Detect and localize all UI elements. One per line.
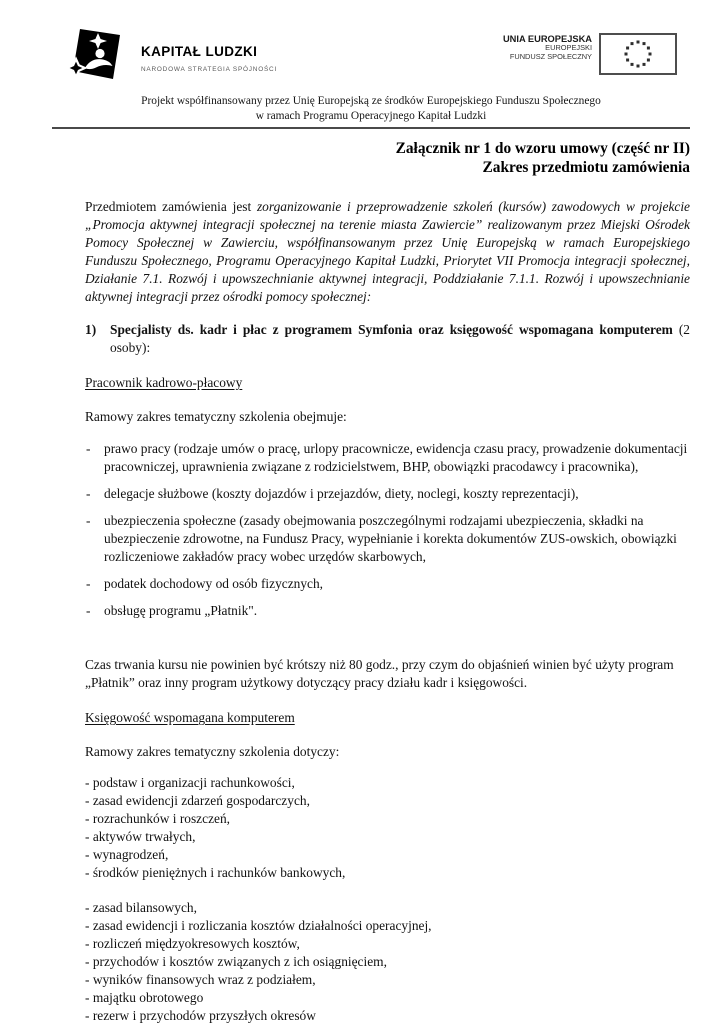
intro-lead: Przedmiotem zamówienia jest (85, 199, 257, 214)
eu-flag-icon (599, 27, 677, 75)
item-1-title-bold: Specjalisty ds. kadr i płac z programem Symfonia oraz księgowość wspomagana komputerem (110, 322, 673, 337)
page-header (0, 0, 725, 80)
kapital-ludzki-logo (64, 27, 277, 81)
kapital-ludzki-flag-icon (64, 27, 130, 81)
item-1-heading (85, 321, 690, 357)
kapital-ludzki-title: KAPITAŁ LUDZKI (141, 44, 258, 59)
eu-label-line2: EUROPEJSKI (545, 43, 592, 52)
list-item: - ubezpieczenia społeczne (zasady obejmowania poszczególnymi rodzajami ubezpieczenia, składki na ubezpieczenie zdrowotne, na Fundusz Pracy, wypełnianie i korekta dokumentów ZUS-owskich, obowiązki rozliczeniowe zakładów pracy wobec urzędów skarbowych, (85, 512, 690, 566)
list-item: - zasad ewidencji i rozliczania kosztów działalności operacyjnej, (85, 917, 690, 935)
list-item: - środków pieniężnych i rachunków bankowych, (85, 864, 690, 882)
list-item: - zasad bilansowych, (85, 899, 690, 917)
section-2-list-group2 (85, 899, 690, 1024)
list-item: - zasad ewidencji zdarzeń gospodarczych, (85, 792, 690, 810)
list-item: - rozrachunków i roszczeń, (85, 810, 690, 828)
duration-note: Czas trwania kursu nie powinien być krótszy niż 80 godz., przy czym do objaśnień winien być użyty program „Płatnik” oraz inny program użytkowy dotyczący pracy działu kadr i księgowości. (85, 657, 674, 690)
section-1-heading: Pracownik kadrowo-płacowy (85, 375, 243, 390)
section-1-list (85, 440, 690, 620)
document-body (85, 140, 690, 1024)
section-1-intro: Ramowy zakres tematyczny szkolenia obejmuje: (85, 409, 347, 424)
intro-italic: zorganizowanie i przeprowadzenie szkoleń (kursów) zawodowych w projekcie „Promocja aktywnej integracji społecznej na terenie miasta Zawiercie” realizowanym przez Miejski Ośrodek Pomocy Społecznej w Zawierciu, współfinansowanym przez Unię Europejską w ramach Europejskiego Funduszu Społecznego, Programu Operacyjnego Kapitał Ludzki, Priorytet VII Promocja integracji społecznej, Działanie 7.1. Rozwój i upowszechnianie aktywnej integracji, Poddziałanie 7.1.1. Rozwój i upowszechnianie aktywnej integracji przez ośrodki pomocy społecznej: (85, 199, 690, 304)
list-item: - rozliczeń międzyokresowych kosztów, (85, 935, 690, 953)
document-title-line1: Załącznik nr 1 do wzoru umowy (część nr II) (395, 140, 690, 157)
list-item: - podstaw i organizacji rachunkowości, (85, 774, 690, 792)
section-2-list-group1 (85, 774, 690, 882)
eu-label-line1: UNIA EUROPEJSKA (502, 34, 592, 44)
list-item: - podatek dochodowy od osób fizycznych, (85, 575, 690, 593)
document-title (85, 140, 690, 177)
list-item: - prawo pracy (rodzaje umów o pracę, urlopy pracownicze, ewidencja czasu pracy, prowadzenie dokumentacji pracowniczej, uprawnienia związane z rodzicielstwem, BHP, obowiązki pracodawcy i pracownika), (85, 440, 690, 476)
document-title-line2: Zakres przedmiotu zamówienia (482, 158, 690, 176)
funding-note-line1: Projekt współfinansowany przez Unię Europejską ze środków Europejskiego Funduszu Społecznego (141, 95, 601, 107)
list-item: - przychodów i kosztów związanych z ich osiągnięciem, (85, 953, 690, 971)
kapital-ludzki-subtitle: NARODOWA STRATEGIA SPÓJNOŚCI (141, 66, 278, 73)
section-2-heading: Księgowość wspomagana komputerem (85, 710, 295, 725)
list-item: - wynagrodzeń, (85, 846, 690, 864)
list-item: - obsługę programu „Płatnik". (85, 602, 690, 620)
eu-logo (503, 27, 677, 75)
intro-paragraph (85, 198, 690, 306)
funding-note-line2: w ramach Programu Operacyjnego Kapitał Ludzki (255, 109, 487, 122)
list-item: - wyników finansowych wraz z podziałem, (85, 971, 690, 989)
list-item: - delegacje służbowe (koszty dojazdów i przejazdów, diety, noclegi, koszty reprezentacji), (85, 485, 690, 503)
item-1-title-normal: (2 osoby): (110, 322, 690, 355)
eu-label-line3: FUNDUSZ SPOŁECZNY (509, 51, 592, 61)
list-item: - aktywów trwałych, (85, 828, 690, 846)
list-item: - rezerw i przychodów przyszłych okresów (85, 1007, 690, 1024)
item-1-number: 1) (85, 322, 97, 337)
funding-note (52, 94, 690, 123)
section-2-intro: Ramowy zakres tematyczny szkolenia dotyczy: (85, 744, 340, 759)
header-divider (52, 127, 690, 129)
list-item: - majątku obrotowego (85, 989, 690, 1007)
